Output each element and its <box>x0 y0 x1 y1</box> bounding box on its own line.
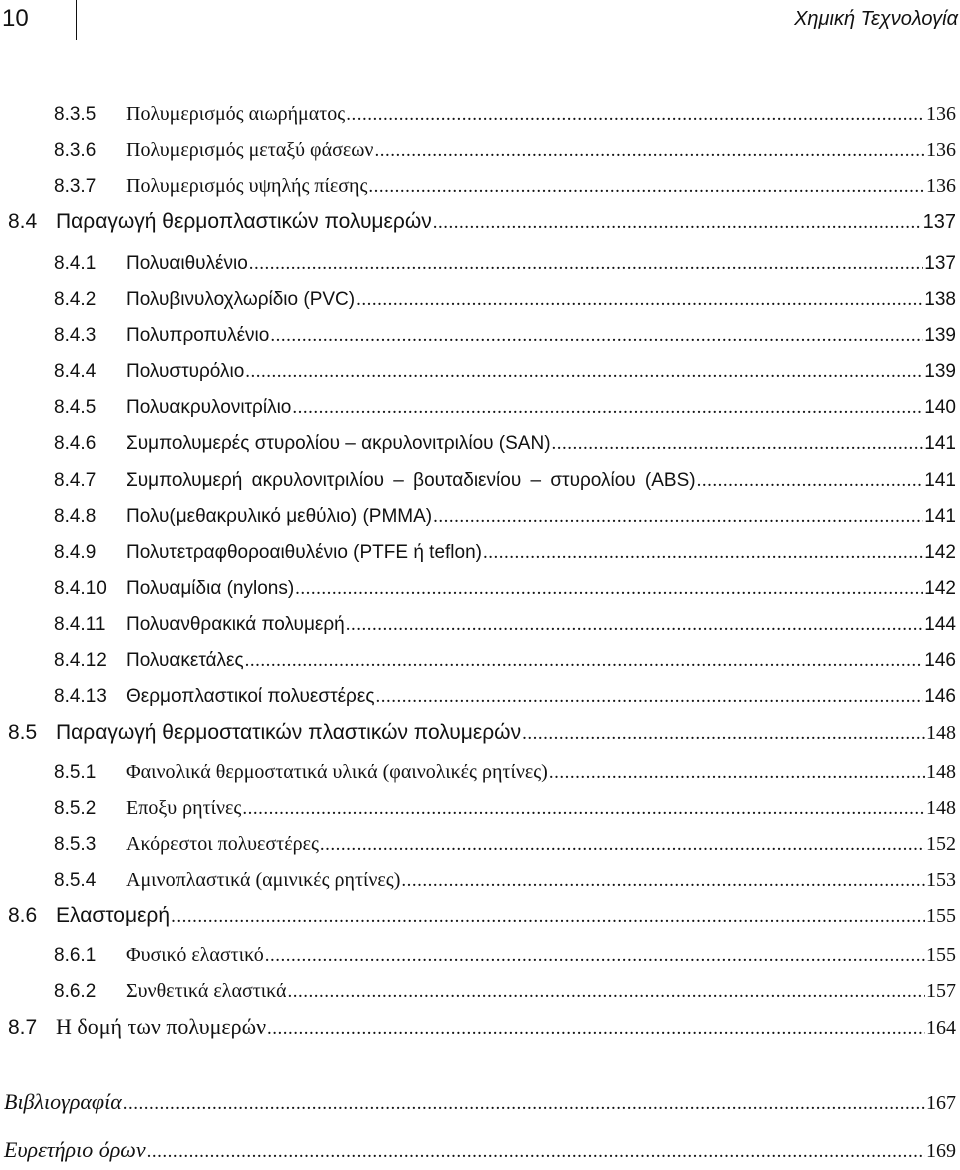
toc-entry-title: Πολυμερισμός υψηλής πίεσης <box>126 175 368 197</box>
toc-entry-8-4-12[interactable] <box>54 647 956 675</box>
toc-entry-number: 8.4.3 <box>54 325 97 346</box>
toc-entry-page: 142 <box>924 578 956 599</box>
toc-entry-number: 8.6.2 <box>54 981 97 1002</box>
toc-entry-8-4-4[interactable] <box>54 358 956 386</box>
toc-entry-number: 8.4.6 <box>54 433 97 454</box>
dot-leader <box>288 978 925 1006</box>
toc-entry-page: 142 <box>924 542 956 563</box>
toc-entry-page: 146 <box>924 686 956 707</box>
toc-entry-page: 138 <box>924 289 956 310</box>
toc-entry-page: 167 <box>926 1092 956 1114</box>
toc-entry-title: Συνθετικά ελαστικά <box>126 980 287 1002</box>
dot-leader <box>267 1015 925 1043</box>
toc-entry-8-5-1[interactable] <box>54 758 956 786</box>
toc-entry-title: Συμπολυμερές στυρολίου – ακρυλονιτριλίου (SAN) <box>126 433 551 454</box>
toc-entry-title: Πολυμερισμός αιωρήματος <box>126 103 346 125</box>
toc-entry-page: 152 <box>926 833 956 855</box>
toc-entry-8-4-5[interactable] <box>54 394 956 422</box>
toc-entry-index[interactable] <box>4 1135 956 1165</box>
toc-entry-page: 164 <box>926 1017 956 1039</box>
toc-entry-title: Ευρετήριο όρων <box>4 1137 146 1162</box>
dot-leader <box>242 795 925 823</box>
toc-entry-8-5-2[interactable] <box>54 794 956 822</box>
toc-entry-page: 148 <box>926 761 956 783</box>
toc-entry-8-4-11[interactable] <box>54 611 956 639</box>
toc-entry-number: 8.4.9 <box>54 542 97 563</box>
toc-entry-title: Φυσικό ελαστικό <box>126 944 264 966</box>
toc-entry-title: Παραγωγή θερμοπλαστικών πολυμερών <box>56 210 432 233</box>
toc-entry-number: 8.4.11 <box>54 614 106 635</box>
dot-leader <box>346 101 925 129</box>
toc-entry-page: 136 <box>926 139 956 161</box>
toc-entry-title: Η δομή των πολυμερών <box>56 1014 267 1039</box>
toc-entry-title: Πολυανθρακικά πολυμερή <box>126 614 345 635</box>
toc-entry-8-5-4[interactable] <box>54 866 956 894</box>
toc-entry-8-6-2[interactable] <box>54 977 956 1005</box>
toc-entry-title: Ελαστομερή <box>56 904 171 927</box>
toc-entry-title: Πολυμερισμός μεταξύ φάσεων <box>126 139 374 161</box>
toc-entry-title: Πολυακετάλες <box>126 650 244 671</box>
dot-leader <box>483 539 923 567</box>
toc-entry-page: 169 <box>926 1140 956 1162</box>
toc-entry-page: 137 <box>924 253 956 274</box>
toc-entry-8-5[interactable] <box>8 719 956 747</box>
toc-entry-8-3-6[interactable] <box>54 136 956 164</box>
toc-entry-title: Πολυ(μεθακρυλικό μεθύλιο) (PMMA) <box>126 506 433 527</box>
toc-entry-page: 153 <box>926 869 956 891</box>
dot-leader <box>171 903 925 931</box>
dot-leader <box>522 720 925 748</box>
toc-entry-page: 141 <box>924 470 956 491</box>
toc-entry-title: Εποξυ ρητίνες <box>126 797 242 819</box>
toc-entry-number: 8.3.6 <box>54 140 97 161</box>
toc-entry-number: 8.4.5 <box>54 397 97 418</box>
toc-entry-number: 8.4.8 <box>54 506 97 527</box>
toc-entry-number: 8.5.4 <box>54 870 97 891</box>
toc-entry-title: Πολυαμίδια (nylons) <box>126 578 295 599</box>
toc-entry-number: 8.4.2 <box>54 289 97 310</box>
toc-entry-page: 140 <box>924 397 956 418</box>
toc-entry-number: 8.4.13 <box>54 686 107 707</box>
dot-leader <box>697 467 924 495</box>
toc-entry-number: 8.6 <box>8 904 38 927</box>
toc-entry-8-4[interactable] <box>8 208 956 236</box>
toc-entry-8-6-1[interactable] <box>54 941 956 969</box>
dot-leader <box>245 647 924 675</box>
toc-entry-number: 8.5.3 <box>54 834 97 855</box>
toc-entry-8-4-6[interactable] <box>54 430 956 458</box>
toc-entry-page: 137 <box>922 211 956 233</box>
dot-leader <box>147 1137 925 1167</box>
dot-leader <box>368 173 925 201</box>
toc-entry-page: 155 <box>926 905 956 927</box>
toc-entry-number: 8.4.7 <box>54 470 97 491</box>
toc-entry-title: Πολυαιθυλένιο <box>126 253 248 274</box>
toc-entry-title: Συμπολυμερή ακρυλονιτριλίου – βουταδιενίου – στυρολίου (ABS) <box>126 470 696 491</box>
toc-entry-page: 139 <box>924 325 956 346</box>
toc-entry-8-5-3[interactable] <box>54 830 956 858</box>
toc-entry-8-4-10[interactable] <box>54 575 956 603</box>
toc-entry-8-4-8[interactable] <box>54 503 956 531</box>
toc-entry-title: Πολυακρυλονιτρίλιο <box>126 397 292 418</box>
dot-leader <box>356 286 923 314</box>
dot-leader <box>401 867 925 895</box>
toc-entry-title: Ακόρεστοι πολυεστέρες <box>126 833 319 855</box>
dot-leader <box>433 503 923 531</box>
toc-entry-number: 8.3.5 <box>54 104 97 125</box>
page-header <box>0 0 960 42</box>
toc-entry-title: Παραγωγή θερμοστατικών πλαστικών πολυμερών <box>56 721 522 744</box>
toc-entry-page: 146 <box>924 650 956 671</box>
toc-entry-number: 8.4.1 <box>54 253 97 274</box>
toc-entry-8-4-13[interactable] <box>54 683 956 711</box>
toc-entry-number: 8.5.1 <box>54 762 97 783</box>
toc-entry-page: 148 <box>926 797 956 819</box>
toc-entry-page: 144 <box>924 614 956 635</box>
dot-leader <box>375 683 923 711</box>
toc-entry-8-4-9[interactable] <box>54 539 956 567</box>
toc-entry-page: 148 <box>926 722 956 744</box>
dot-leader <box>346 611 924 639</box>
toc-entry-page: 136 <box>926 175 956 197</box>
dot-leader <box>270 322 923 350</box>
toc-entry-8-4-2[interactable] <box>54 286 956 314</box>
toc-entry-8-4-1[interactable] <box>54 250 956 278</box>
toc-entry-page: 155 <box>926 944 956 966</box>
toc-entry-number: 8.5.2 <box>54 798 97 819</box>
toc-entry-page: 141 <box>924 433 956 454</box>
toc-entry-8-6[interactable] <box>8 902 956 930</box>
page-number: 10 <box>2 5 29 32</box>
dot-leader <box>249 250 924 278</box>
toc-entry-title: Αμινοπλαστικά (αμινικές ρητίνες) <box>126 869 401 891</box>
toc-entry-title: Βιβλιογραφία <box>4 1089 122 1114</box>
dot-leader <box>295 575 923 603</box>
header-divider <box>76 0 77 40</box>
dot-leader <box>123 1089 925 1119</box>
toc-entry-page: 136 <box>926 103 956 125</box>
toc-entry-title: Πολυβινυλοχλωρίδιο (PVC) <box>126 289 356 310</box>
toc-entry-number: 8.4 <box>8 210 38 233</box>
dot-leader <box>549 759 925 787</box>
dot-leader <box>245 358 923 386</box>
toc-entry-8-3-5[interactable] <box>54 100 956 128</box>
toc-entry-8-4-3[interactable] <box>54 322 956 350</box>
toc-entry-title: Πολυπροπυλένιο <box>126 325 270 346</box>
toc-entry-number: 8.4.10 <box>54 578 107 599</box>
dot-leader <box>374 137 925 165</box>
toc-entry-number: 8.7 <box>8 1016 38 1039</box>
dot-leader <box>265 942 925 970</box>
toc-entry-number: 8.4.4 <box>54 361 97 382</box>
toc-entry-title: Πολυστυρόλιο <box>126 361 245 382</box>
dot-leader <box>552 430 924 458</box>
toc-entry-title: Πολυτετραφθοροαιθυλένιο (PTFE ή teflon) <box>126 542 482 563</box>
dot-leader <box>292 394 923 422</box>
toc-entry-page: 139 <box>924 361 956 382</box>
toc-entry-page: 141 <box>924 506 956 527</box>
toc-entry-title: Φαινολικά θερμοστατικά υλικά (φαινολικές ρητίνες) <box>126 761 548 783</box>
toc-entry-page: 157 <box>926 980 956 1002</box>
toc-entry-number: 8.3.7 <box>54 176 97 197</box>
toc-entry-number: 8.6.1 <box>54 945 97 966</box>
toc-entry-8-4-7[interactable] <box>54 467 956 495</box>
toc-entry-number: 8.5 <box>8 721 38 744</box>
toc-entry-8-3-7[interactable] <box>54 172 956 200</box>
book-title: Χημική Τεχνολογία <box>794 8 958 30</box>
toc-entry-8-7[interactable] <box>8 1013 956 1041</box>
toc-entry-bibliography[interactable] <box>4 1087 956 1117</box>
dot-leader <box>320 831 925 859</box>
dot-leader <box>433 209 922 237</box>
toc-entry-number: 8.4.12 <box>54 650 107 671</box>
toc-entry-title: Θερμοπλαστικοί πολυεστέρες <box>126 686 375 707</box>
